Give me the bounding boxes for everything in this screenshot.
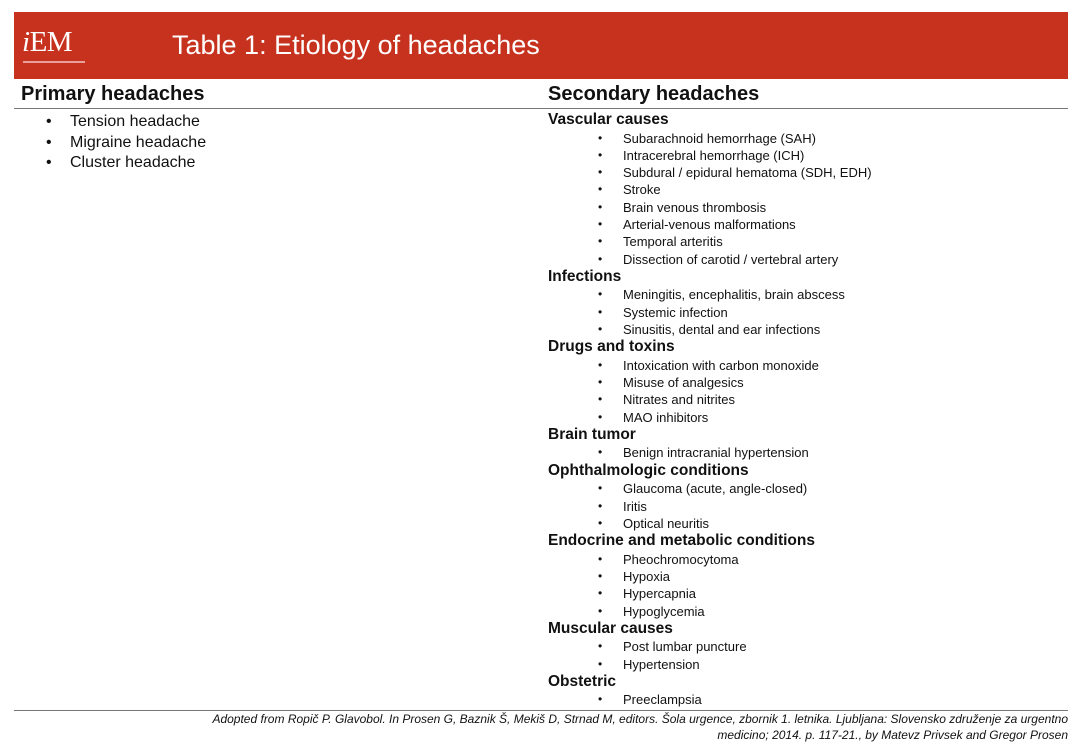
category-heading: Vascular causes <box>548 111 669 128</box>
category-item: • Post lumbar puncture <box>548 638 872 655</box>
logo-underline <box>23 61 85 63</box>
category-item-list <box>548 551 872 620</box>
iem-logo: iEM <box>22 26 73 58</box>
category-item: • Intracerebral hemorrhage (ICH) <box>548 147 872 164</box>
primary-item: • Tension headache <box>46 112 206 133</box>
category-item: • Meningitis, encephalitis, brain abscess <box>548 286 872 303</box>
citation-line-2: medicino; 2014. p. 117-21., by Matevz Privsek and Gregor Prosen <box>717 728 1068 742</box>
secondary-heading: Secondary headaches <box>548 83 760 105</box>
category-item: • Benign intracranial hypertension <box>548 444 872 461</box>
category-item-list <box>548 638 872 673</box>
category-item: • Stroke <box>548 181 872 198</box>
primary-item: • Migraine headache <box>46 133 206 154</box>
category-item: • Nitrates and nitrites <box>548 391 872 408</box>
category-item-list <box>548 691 872 708</box>
category-heading: Endocrine and metabolic conditions <box>548 532 815 550</box>
category-item: • Subdural / epidural hematoma (SDH, EDH) <box>548 164 872 181</box>
category-item: • Hypercapnia <box>548 585 872 602</box>
category-item: • Pheochromocytoma <box>548 551 872 568</box>
category-item: • Iritis <box>548 498 872 515</box>
citation-footer <box>28 711 1068 743</box>
category-item-list <box>548 130 872 268</box>
category-item-list <box>548 286 872 338</box>
category-item-list <box>548 480 872 532</box>
category-item: • Glaucoma (acute, angle-closed) <box>548 480 872 497</box>
citation-line-1: Adopted from Ropič P. Glavobol. In Prosen G, Baznik Š, Mekiš D, Strnad M, editors. Šola urgence, zbornik 1. letnika. Ljubljana: Slovensko združenje za urgentno <box>212 712 1068 726</box>
category-item: • Preeclampsia <box>548 691 872 708</box>
primary-headache-list <box>46 112 206 174</box>
category-heading: Obstetric <box>548 672 617 690</box>
category-item: • Sinusitis, dental and ear infections <box>548 321 872 338</box>
category-item-list <box>548 444 872 461</box>
header-divider <box>14 108 1068 109</box>
category-item: • MAO inhibitors <box>548 409 872 426</box>
secondary-headache-groups <box>548 111 872 709</box>
category-heading: Infections <box>548 267 622 285</box>
category-heading: Drugs and toxins <box>548 338 675 356</box>
category-item: • Intoxication with carbon monoxide <box>548 357 872 374</box>
category-item: • Subarachnoid hemorrhage (SAH) <box>548 130 872 147</box>
category-item: • Temporal arteritis <box>548 233 872 250</box>
category-item: • Hypoxia <box>548 568 872 585</box>
category-item-list <box>548 357 872 426</box>
category-heading: Brain tumor <box>548 425 636 443</box>
category-item: • Misuse of analgesics <box>548 374 872 391</box>
category-item: • Hypertension <box>548 656 872 673</box>
category-item: • Hypoglycemia <box>548 603 872 620</box>
category-item: • Brain venous thrombosis <box>548 199 872 216</box>
table-title: Table 1: Etiology of headaches <box>172 30 540 60</box>
category-heading: Ophthalmologic conditions <box>548 461 749 479</box>
primary-item: • Cluster headache <box>46 153 206 174</box>
category-item: • Systemic infection <box>548 304 872 321</box>
category-item: • Optical neuritis <box>548 515 872 532</box>
primary-heading: Primary headaches <box>21 83 205 105</box>
category-item: • Dissection of carotid / vertebral artery <box>548 251 872 268</box>
title-banner <box>14 12 1068 79</box>
category-heading: Muscular causes <box>548 619 673 637</box>
category-item: • Arterial-venous malformations <box>548 216 872 233</box>
